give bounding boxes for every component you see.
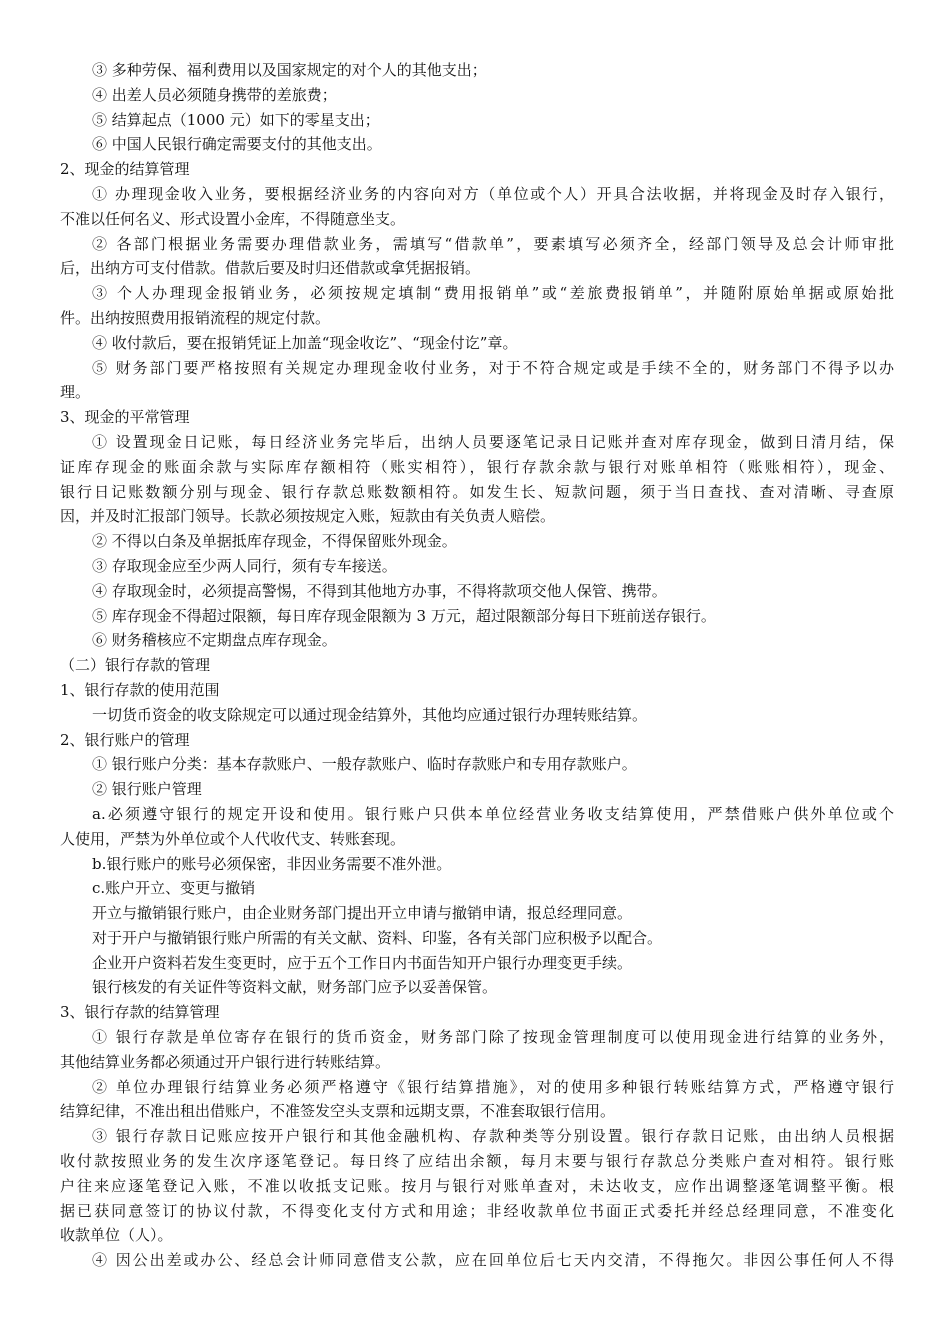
- paragraph-line: ④ 存取现金时，必须提高警惕，不得到其他地方办事，不得将款项交他人保管、携带。: [92, 581, 667, 600]
- section-heading: （二）银行存款的管理: [60, 656, 211, 675]
- paragraph-line: 银行日记账数额分别与现金、银行存款总账数额相符。如发生长、短款问题，须于当日查找、查对清晰、寻查原: [60, 482, 894, 501]
- paragraph-line: ④ 因公出差或办公、经总会计师同意借支公款，应在回单位后七天内交清，不得拖欠。非因公事任何人不得: [92, 1251, 894, 1270]
- paragraph-line: ② 各部门根据业务需要办理借款业务，需填写“借款单”，要素填写必须齐全，经部门领导及总会计师审批: [92, 234, 894, 253]
- paragraph-line: ③ 银行存款日记账应按开户银行和其他金融机构、存款种类等分别设置。银行存款日记账，由出纳人员根据: [92, 1127, 894, 1146]
- paragraph-line: 不准以任何名义、形式设置小金库，不得随意坐支。: [60, 209, 406, 228]
- paragraph-line: ③ 存取现金应至少两人同行，须有专车接送。: [92, 556, 397, 575]
- paragraph-line: ⑤ 财务部门要严格按照有关规定办理现金收付业务，对于不符合规定或是手续不全的，财务部门不得予以办: [92, 358, 894, 377]
- paragraph-line: ⑥ 中国人民银行确定需要支付的其他支出。: [92, 135, 382, 154]
- paragraph-line: 户往来应逐笔登记入账，不准以收抵支记账。按月与银行对账单查对，未达收支，应作出调整逐笔调整平衡。根: [60, 1176, 894, 1195]
- paragraph-line: ② 银行账户管理: [92, 780, 202, 799]
- paragraph-line: 一切货币资金的收支除规定可以通过现金结算外，其他均应通过银行办理转账结算。: [92, 705, 648, 724]
- paragraph-line: a.必须遵守银行的规定开设和使用。银行账户只供本单位经营业务收支结算使用，严禁借账户供外单位或个: [92, 804, 894, 823]
- paragraph-line: ⑥ 财务稽核应不定期盘点库存现金。: [92, 631, 337, 650]
- paragraph-line: 企业开户资料若发生变更时，应于五个工作日内书面告知开户银行办理变更手续。: [92, 953, 633, 972]
- paragraph-line: ③ 多种劳保、福利费用以及国家规定的对个人的其他支出；: [92, 61, 487, 79]
- section-heading: 3、银行存款的结算管理: [60, 1003, 220, 1022]
- paragraph-line: c.账户开立、变更与撤销: [92, 879, 256, 898]
- paragraph-line: ③ 个人办理现金报销业务，必须按规定填制“费用报销单”或“差旅费报销单”，并随附原始单据或原始批: [92, 284, 894, 303]
- paragraph-line: 件。出纳按照费用报销流程的规定付款。: [60, 308, 331, 327]
- paragraph-line: 人使用，严禁为外单位或个人代收代支、转账套现。: [60, 829, 406, 848]
- paragraph-line: ① 银行存款是单位寄存在银行的货币资金，财务部门除了按现金管理制度可以使用现金进行结算的业务外，: [92, 1028, 894, 1047]
- paragraph-line: ① 银行账户分类：基本存款账户、一般存款账户、临时存款账户和专用存款账户。: [92, 755, 637, 774]
- paragraph-line: b.银行账户的账号必须保密，非因业务需要不准外泄。: [92, 854, 452, 873]
- paragraph-line: ① 设置现金日记账，每日经济业务完毕后，出纳人员要逐笔记录日记账并查对库存现金，做到日清月结，保: [92, 432, 894, 451]
- paragraph-line: 银行核发的有关证件等资料文献，财务部门应予以妥善保管。: [92, 978, 498, 997]
- paragraph-line: 收付款按照业务的发生次序逐笔登记。每日终了应结出余额，每月末要与银行存款总分类账户查对相符。银行账: [60, 1152, 894, 1171]
- paragraph-line: 理。: [60, 383, 91, 402]
- paragraph-line: ② 不得以白条及单据抵库存现金，不得保留账外现金。: [92, 532, 457, 551]
- section-heading: 3、现金的平常管理: [60, 408, 190, 427]
- paragraph-line: 据已获同意签订的协议付款，不得变化支付方式和用途；非经收款单位书面正式委托并经总经理同意，不准变化: [60, 1201, 894, 1220]
- paragraph-line: 证库存现金的账面余款与实际库存额相符（账实相符），银行存款余款与银行对账单相符（账账相符），现金、: [60, 457, 894, 476]
- paragraph-line: 开立与撤销银行账户，由企业财务部门提出开立申请与撤销申请，报总经理同意。: [92, 904, 633, 923]
- paragraph-line: 对于开户与撤销银行账户所需的有关文献、资料、印鉴，各有关部门应积极予以配合。: [92, 928, 663, 947]
- section-heading: 2、银行账户的管理: [60, 730, 190, 749]
- paragraph-line: 后，出纳方可支付借款。借款后要及时归还借款或拿凭据报销。: [60, 259, 481, 278]
- paragraph-line: ⑤ 库存现金不得超过限额，每日库存现金限额为 3 万元，超过限额部分每日下班前送存银行。: [92, 606, 716, 625]
- paragraph-line: 收款单位（人）。: [60, 1226, 173, 1245]
- section-heading: 1、银行存款的使用范围: [60, 680, 220, 699]
- paragraph-line: ④ 出差人员必须随身携带的差旅费；: [92, 85, 337, 104]
- section-heading: 2、现金的结算管理: [60, 160, 190, 179]
- paragraph-line: ④ 收付款后，要在报销凭证上加盖“现金收讫”、“现金付讫”章。: [92, 333, 518, 352]
- paragraph-line: 结算纪律，不准出租出借账户，不准签发空头支票和远期支票，不准套取银行信用。: [60, 1102, 616, 1121]
- document-page: [60, 58, 894, 1273]
- paragraph-line: 因，并及时汇报部门领导。长款必须按规定入账，短款由有关负责人赔偿。: [60, 507, 556, 526]
- paragraph-line: ① 办理现金收入业务，要根据经济业务的内容向对方（单位或个人）开具合法收据，并将现金及时存入银行，: [92, 184, 894, 203]
- paragraph-line: 其他结算业务都必须通过开户银行进行转账结算。: [60, 1052, 391, 1071]
- paragraph-line: ⑤ 结算起点（1000 元）如下的零星支出；: [92, 110, 380, 129]
- paragraph-line: ② 单位办理银行结算业务必须严格遵守《银行结算措施》，对的使用多种银行转账结算方式，严格遵守银行: [92, 1077, 894, 1096]
